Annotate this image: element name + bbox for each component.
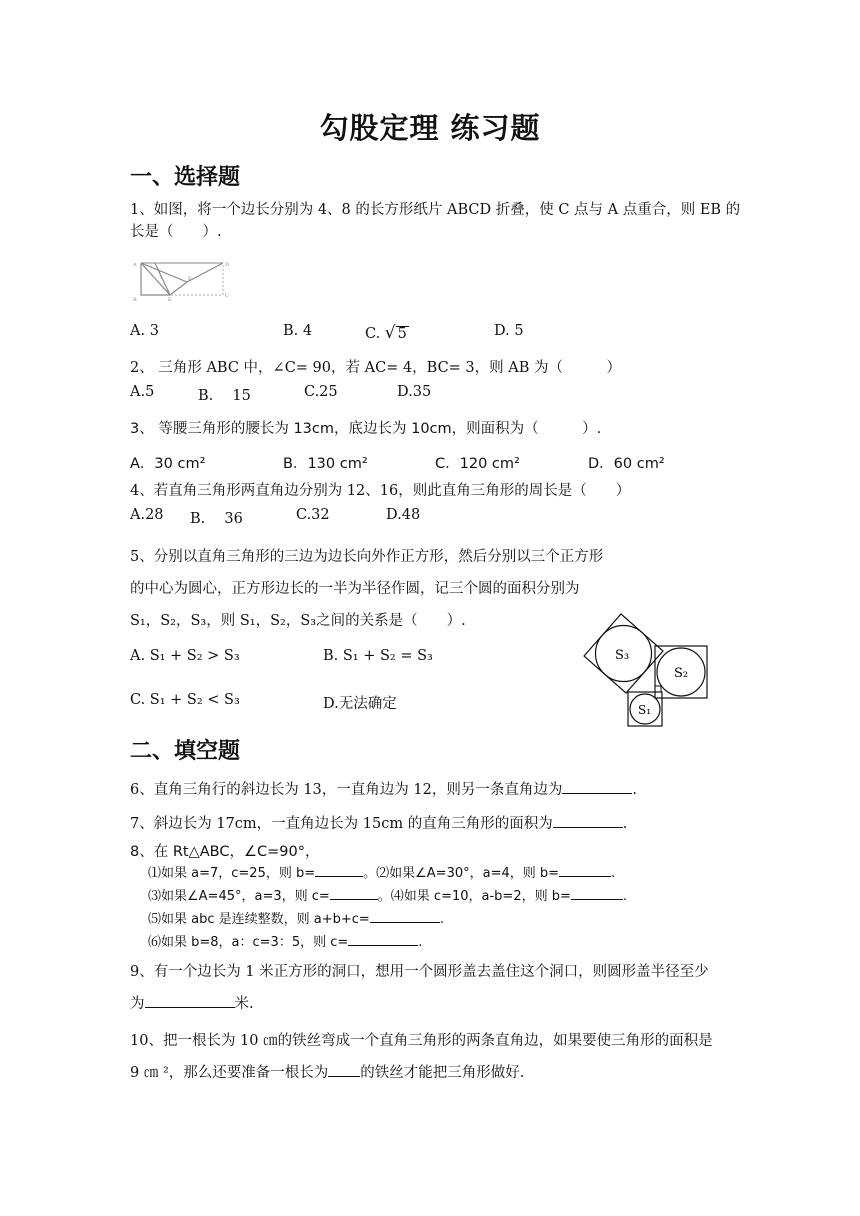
- q4-option-d: D.48: [386, 507, 421, 523]
- question-3-text: 3、 等腰三角形的腰长为 13cm，底边长为 10cm，则面积为（ ）.: [130, 421, 602, 437]
- q7-answer-blank[interactable]: [553, 813, 623, 828]
- question-8-sub-3: ⑸如果 abc 是连续整数，则 a+b+c= .: [130, 908, 444, 927]
- page-title: 勾股定理 练习题: [319, 111, 541, 145]
- q1-option-d: D. 5: [494, 323, 524, 339]
- question-7: 7、斜边长为 17cm，一直角边长为 15cm 的直角三角形的面积为 .: [130, 812, 627, 833]
- q6-answer-blank[interactable]: [562, 779, 632, 794]
- question-10-text: 10、把一根长为 10 ㎝的铁丝弯成一个直角三角形的两条直角边，如果要使三角形的面积是: [130, 1033, 713, 1049]
- fig1-label-c: C: [225, 293, 229, 299]
- fold-rectangle-figure: [130, 255, 230, 301]
- q2-option-b: B. 15: [198, 388, 251, 404]
- q8-6-blank[interactable]: [348, 931, 418, 946]
- q8-1-blank[interactable]: [315, 862, 363, 877]
- q5-option-a: A. S₁ + S₂ > S₃: [130, 648, 240, 664]
- question-5-line-2: 的中心为圆心，正方形边长的一半为半径作圆，记三个圆的面积分别为: [130, 581, 580, 597]
- q9-answer-blank[interactable]: [145, 993, 235, 1008]
- q3-option-d: D．60 cm²: [588, 456, 665, 472]
- q8-3-blank[interactable]: [330, 885, 378, 900]
- question-8-sub-2: ⑶如果∠A=45°，a=3，则 c= 。⑷如果 c=10，a-b=2，则 b= .: [130, 885, 627, 904]
- q3-option-c: C．120 cm²: [435, 456, 520, 472]
- question-5-line-1: 5、分别以直角三角形的三边为边长向外作正方形，然后分别以三个正方形: [130, 549, 604, 565]
- fig1-label-a: A: [133, 262, 137, 268]
- q8-5-blank[interactable]: [370, 908, 440, 923]
- question-4-text: 4、若直角三角形两直角边分别为 12、16，则此直角三角形的周长是（ ）: [130, 483, 631, 499]
- question-6: 6、直角三角行的斜边长为 13，一直角边为 12，则另一条直角边为 .: [130, 778, 637, 799]
- fig1-label-b: B: [133, 297, 137, 301]
- q2-option-c: C.25: [304, 384, 338, 400]
- section-choice-heading: 一、选择题: [130, 164, 241, 190]
- question-2-text: 2、 三角形 ABC 中，∠C= 90，若 AC= 4，BC= 3，则 AB 为（ ）: [130, 360, 622, 376]
- question-8-text: 8、在 Rt△ABC，∠C=90°，: [130, 844, 320, 860]
- s3-label: S₃: [615, 648, 630, 663]
- squares-circles-figure: [578, 608, 714, 730]
- q2-option-a: A.5: [130, 384, 155, 400]
- section-fill-heading: 二、填空题: [130, 738, 241, 764]
- q5-option-c: C. S₁ + S₂ < S₃: [130, 692, 240, 708]
- question-8-sub-4: ⑹如果 b=8，a：c=3：5，则 c= .: [130, 931, 422, 950]
- q4-option-b: B. 36: [190, 511, 243, 527]
- q3-option-a: A．30 cm²: [130, 456, 206, 472]
- q1-option-a: A. 3: [130, 323, 159, 339]
- question-1-text: 1、如图，将一个边长分别为 4、8 的长方形纸片 ABCD 折叠，使 C 点与 A 点重合，则 EB 的: [130, 202, 741, 218]
- q8-4-blank[interactable]: [571, 885, 623, 900]
- q5-option-d: D.无法确定: [323, 696, 397, 712]
- q1-option-b: B. 4: [283, 323, 313, 339]
- q2-option-d: D.35: [397, 384, 432, 400]
- sqrt-radicand: 5: [397, 326, 407, 342]
- q5-option-b: B. S₁ + S₂ = S₃: [323, 648, 433, 664]
- question-9-text: 9、有一个边长为 1 米正方形的洞口，想用一个圆形盖去盖住这个洞口，则圆形盖半径至少: [130, 964, 709, 980]
- question-9-cont: 为 米.: [130, 992, 254, 1013]
- question-8-sub-1: ⑴如果 a=7，c=25，则 b= 。⑵如果∠A=30°，a=4，则 b= .: [130, 862, 615, 881]
- q4-option-c: C.32: [296, 507, 330, 523]
- q8-2-blank[interactable]: [559, 862, 611, 877]
- question-1-text-cont: 长是（ ）.: [130, 224, 222, 240]
- fig1-label-e: E: [168, 297, 172, 301]
- question-5-line-3: S₁，S₂，S₃，则 S₁，S₂，S₃之间的关系是（ ）.: [130, 613, 466, 629]
- q3-option-b: B．130 cm²: [283, 456, 368, 472]
- q4-option-a: A.28: [130, 507, 164, 523]
- fig1-label-f: F: [188, 276, 192, 282]
- s1-label: S₁: [638, 703, 652, 717]
- q10-answer-blank[interactable]: [328, 1062, 360, 1077]
- fig1-label-d: D: [225, 262, 230, 268]
- question-10-cont: 9 ㎝ ²，那么还要准备一根长为 的铁丝才能把三角形做好.: [130, 1061, 524, 1082]
- s2-label: S₂: [674, 666, 689, 681]
- q1-option-c: C. √ 5: [365, 323, 407, 343]
